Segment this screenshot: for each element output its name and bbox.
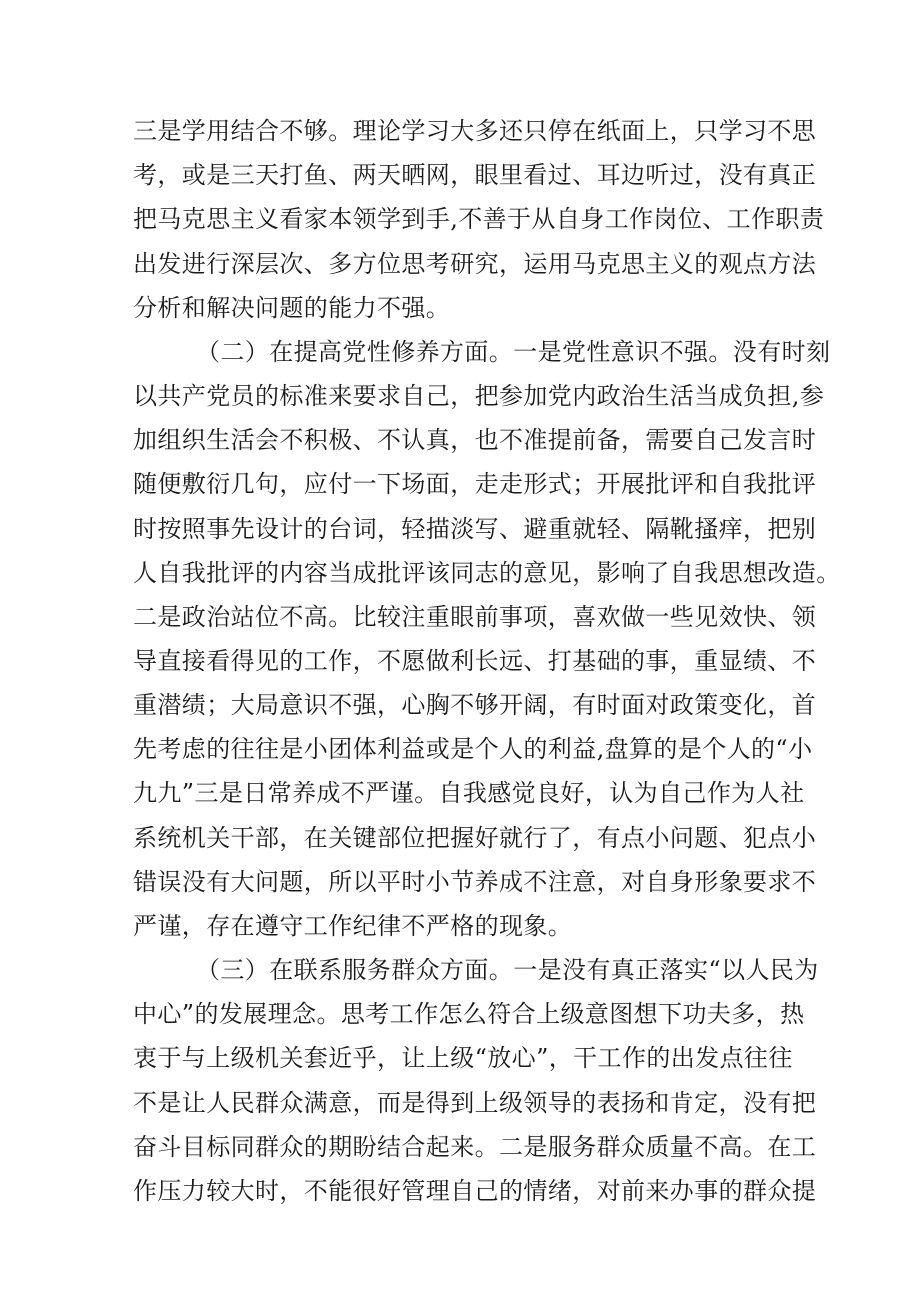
- section-heading-line: （三）在联系服务群众方面。一是没有真正落实“以人民为: [196, 956, 819, 984]
- text-line: 二是政治站位不高。比较注重眼前事项，喜欢做一些见效快、领: [133, 603, 817, 631]
- text-line: 把马克思主义看家本领学到手,不善于从自身工作岗位、工作职责: [133, 205, 825, 233]
- text-line: 错误没有大问题，所以平时小节养成不注意，对自身形象要求不: [133, 868, 817, 896]
- text-line: 分析和解决问题的能力不强。: [133, 294, 451, 322]
- text-line: 不是让人民群众满意，而是得到上级领导的表扬和肯定，没有把: [133, 1089, 817, 1117]
- text-line: 中心”的发展理念。思考工作怎么符合上级意图想下功夫多，热: [133, 1000, 805, 1028]
- text-line: 人自我批评的内容当成批评该同志的意见，影响了自我思想改造。: [133, 559, 841, 587]
- text-line: 先考虑的往往是小团体利益或是个人的利益,盘算的是个人的“小: [133, 735, 813, 763]
- section-heading-line: （二）在提高党性修养方面。一是党性意识不强。没有时刻: [196, 338, 831, 366]
- text-line: 重潜绩；大局意识不强，心胸不够开阔，有时面对政策变化，首: [133, 691, 817, 719]
- text-line: 三是学用结合不够。理论学习大多还只停在纸面上，只学习不思: [133, 117, 817, 145]
- text-line: 严谨，存在遵守工作纪律不严格的现象。: [133, 912, 573, 940]
- text-line: 衷于与上级机关套近乎，让上级“放心”，干工作的出发点往往: [133, 1044, 793, 1072]
- text-line: 九九”三是日常养成不严谨。自我感觉良好，认为自己作为人社: [133, 779, 805, 807]
- text-line: 以共产党员的标准来要求自己，把参加党内政治生活当成负担,参: [133, 382, 825, 410]
- text-line: 考，或是三天打鱼、两天晒网，眼里看过、耳边听过，没有真正: [133, 161, 817, 189]
- text-line: 加组织生活会不积极、不认真，也不准提前备，需要自己发言时: [133, 426, 817, 454]
- text-line: 作压力较大时，不能很好管理自己的情绪，对前来办事的群众提: [133, 1177, 817, 1205]
- text-line: 奋斗目标同群众的期盼结合起来。二是服务群众质量不高。在工: [133, 1133, 817, 1161]
- text-line: 系统机关干部，在关键部位把握好就行了，有点小问题、犯点小: [133, 824, 817, 852]
- text-line: 时按照事先设计的台词，轻描淡写、避重就轻、隔靴搔痒，把别: [133, 515, 817, 543]
- text-line: 出发进行深层次、多方位思考研究，运用马克思主义的观点方法: [133, 250, 817, 278]
- text-line: 导直接看得见的工作，不愿做利长远、打基础的事，重显绩、不: [133, 647, 817, 675]
- text-line: 随便敷衍几句，应付一下场面，走走形式；开展批评和自我批评: [133, 470, 817, 498]
